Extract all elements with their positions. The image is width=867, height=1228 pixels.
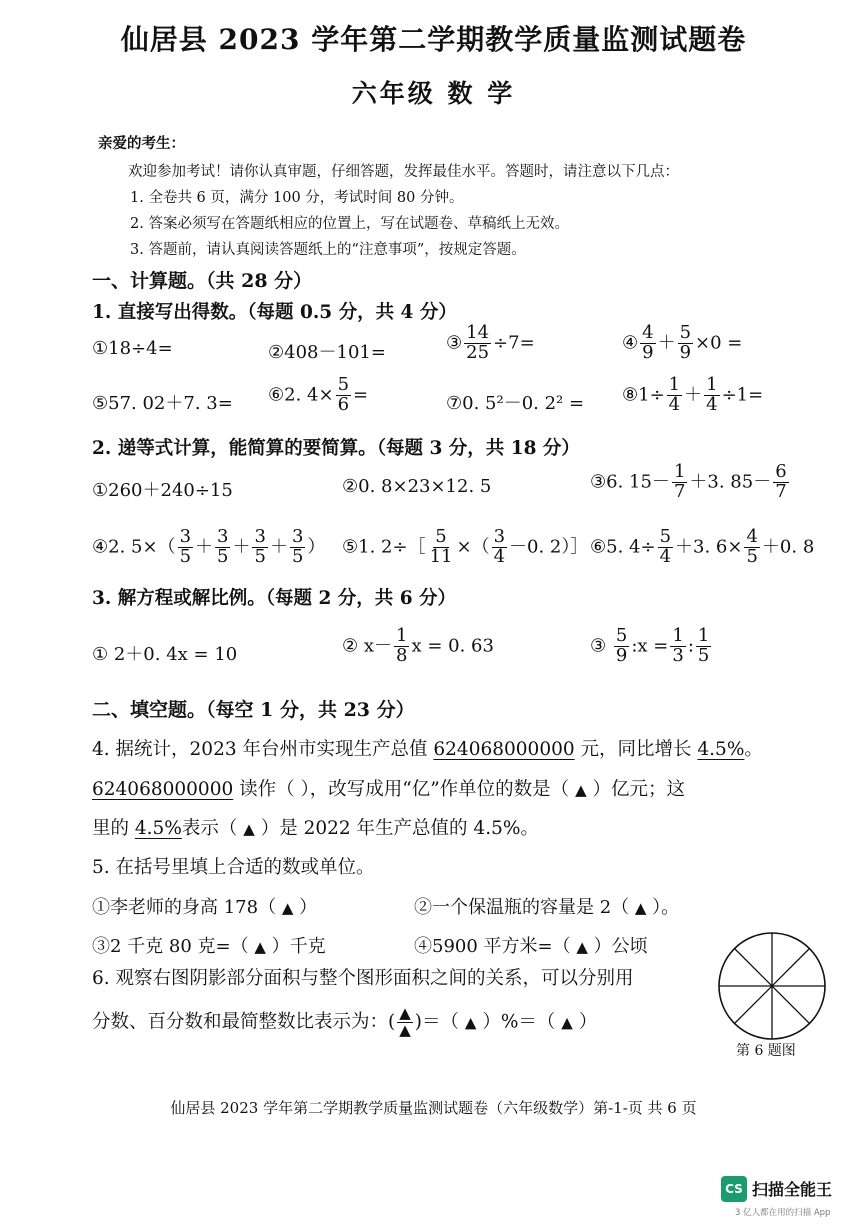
q6-line-1: 6. 观察右图阴影部分面积与整个图形面积之间的关系，可以分别用 (92, 968, 634, 989)
q4-line-1: 4. 据统计，2023 年台州市实现生产总值 624068000000 元，同比增长 4.5%。 (92, 739, 763, 760)
greeting: 亲爱的考生： (98, 135, 185, 152)
answer-blank-triangle: ▲ (399, 1004, 411, 1022)
intro-line-2: 1. 全卷共 6 页，满分 100 分，考试时间 80 分钟。 (130, 190, 464, 206)
q5-item-2: ②一个保温瓶的容量是 2（ ▲ ）。 (414, 897, 680, 918)
exam-title: 仙居县 2023 学年第二学期教学质量监测试题卷 (120, 23, 747, 56)
q1-item-1: ①18÷4= (92, 338, 173, 359)
q1-item-3: ③ $\frac{14}{25}$ ÷7= (446, 322, 535, 363)
intro-line-3: 2. 答案必须写在答题纸相应的位置上，写在试题卷、草稿纸上无效。 (130, 216, 569, 232)
divided-circle-figure (716, 930, 828, 1042)
q3-item-3: ③ $\frac{5}{9}$ :x = $\frac{1}{3}$ : $\frac{1}{5}$ (590, 625, 710, 666)
q2-item-4: ④2. 5×（ $\frac{3}{5}$ ＋ $\frac{3}{5}$ ＋ $\frac{3}{5}$ ＋ $\frac{3}{5}$ ） (92, 526, 326, 567)
answer-blank-triangle: ▲ (254, 938, 266, 956)
answer-blank-triangle: ▲ (575, 781, 587, 799)
q5-item-3: ③2 千克 80 克=（ ▲ ）千克 (92, 936, 326, 957)
part1-heading: 一、计算题。（共 28 分） (92, 270, 313, 292)
camscanner-logo: CS (721, 1176, 747, 1202)
part2-heading: 二、填空题。（每空 1 分，共 23 分） (92, 699, 415, 721)
q2-item-2: ②0. 8×23×12. 5 (342, 476, 492, 497)
q2-item-6: ⑥5. 4÷ $\frac{5}{4}$ ＋3. 6× $\frac{4}{5}$ ＋0. 8 (590, 526, 815, 567)
answer-blank-triangle: ▲ (464, 1013, 477, 1032)
q5-item-4: ④5900 平方米=（ ▲ ）公顷 (414, 936, 648, 957)
q1-title: 1. 直接写出得数。（每题 0.5 分，共 4 分） (92, 302, 457, 323)
q3-item-2: ② x－ $\frac{1}{8}$ x = 0. 63 (342, 625, 494, 666)
page-footer: 仙居县 2023 学年第二学期教学质量监测试题卷（六年级数学）第-1-页 共 6 页 (170, 1099, 697, 1117)
answer-blank-triangle: ▲ (576, 938, 588, 956)
q2-title: 2. 递等式计算，能简算的要简算。（每题 3 分，共 18 分） (92, 438, 580, 459)
q5-item-1: ①李老师的身高 178（ ▲ ） (92, 897, 318, 918)
figure-caption: 第 6 题图 (736, 1043, 796, 1059)
q3-title: 3. 解方程或解比例。（每题 2 分，共 6 分） (92, 588, 457, 609)
q1-item-2: ②408－101= (268, 342, 386, 363)
camscanner-name: 扫描全能王 (752, 1180, 833, 1199)
q1-item-7: ⑦0. 5²－0. 2² = (446, 393, 585, 414)
q5-title: 5. 在括号里填上合适的数或单位。 (92, 857, 375, 878)
answer-blank-triangle: ▲ (243, 820, 255, 838)
q2-item-3: ③6. 15－ $\frac{1}{7}$ ＋3. 85－ $\frac{6}{7}$ (590, 461, 787, 502)
q1-item-5: ⑤57. 02＋7. 3= (92, 393, 233, 414)
q3-item-1: ① 2＋0. 4x = 10 (92, 644, 238, 665)
q1-item-8: ⑧1÷ $\frac{1}{4}$ ＋ $\frac{1}{4}$ ÷1= (622, 374, 764, 415)
intro-line-1: 欢迎参加考试！请你认真审题，仔细答题，发挥最佳水平。答题时，请注意以下几点： (128, 164, 679, 180)
q4-line-2: 624068000000 读作（ ），改写成用“亿”作单位的数是（ ▲ ）亿元；这 (92, 779, 685, 800)
answer-blank-triangle: ▲ (561, 1013, 573, 1032)
answer-blank-triangle: ▲ (399, 1020, 411, 1039)
q6-line-2: 分数、百分数和最简整数比表示为：( $\frac{▲}{▲}$ )＝（ ▲ ）%＝（ ▲ ） (92, 1004, 598, 1039)
q2-item-1: ①260＋240÷15 (92, 480, 233, 501)
q4-line-3: 里的 4.5%表示（ ▲ ）是 2022 年生产总值的 4.5%。 (92, 818, 539, 839)
answer-blank-triangle: ▲ (634, 899, 647, 917)
camscanner-tagline: 3 亿人都在用的扫描 App (735, 1208, 831, 1218)
q1-item-4: ④ $\frac{4}{9}$ ＋ $\frac{5}{9}$ ×0 = (622, 322, 743, 363)
intro-line-4: 3. 答题前，请认真阅读答题纸上的“注意事项”，按规定答题。 (130, 242, 526, 258)
exam-subtitle: 六年级 数 学 (351, 79, 516, 108)
q2-item-5: ⑤1. 2÷［ $\frac{5}{11}$ ×（ $\frac{3}{4}$ －0. 2）］ (342, 526, 589, 567)
answer-blank-triangle: ▲ (281, 899, 294, 917)
q1-item-6: ⑥2. 4× $\frac{5}{6}$ = (268, 374, 369, 415)
